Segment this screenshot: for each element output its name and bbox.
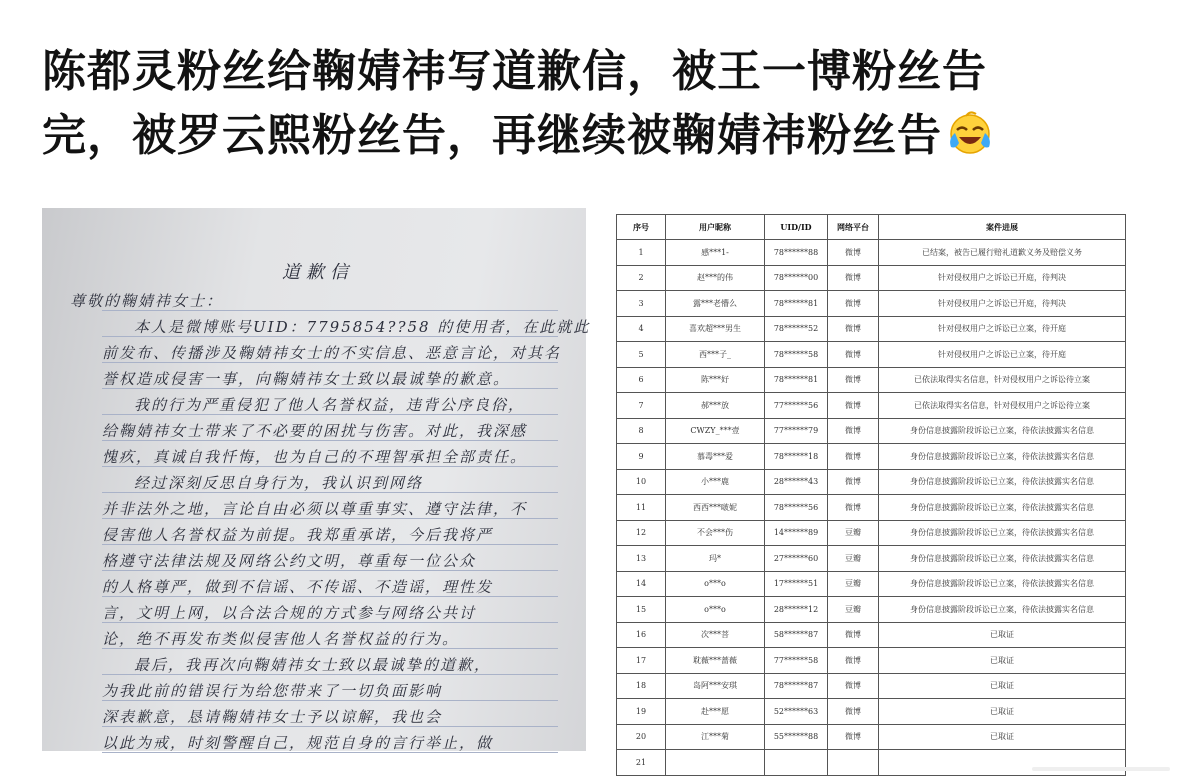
letter-ruled-line (102, 674, 558, 675)
column-header: 案件进展 (879, 215, 1126, 240)
table-cell: 岛阿***安琪 (666, 673, 765, 699)
letter-ruled-line (102, 440, 558, 441)
table-cell: 已取证 (879, 673, 1126, 699)
table-cell: 12 (617, 520, 666, 546)
table-cell: 慕毒***爱 (666, 444, 765, 470)
table-cell: 微博 (828, 240, 879, 266)
letter-line: 最后，我再次向鞠婧祎女士致以最诚挚的道歉， (134, 656, 492, 674)
table-cell: 微博 (828, 724, 879, 750)
table-cell: 针对侵权用户之诉讼已开庭，待判决 (879, 291, 1126, 317)
table-cell: 77******58 (765, 648, 828, 674)
table-cell: 豆瓣 (828, 597, 879, 623)
table-cell: 喜欢超***男生 (666, 316, 765, 342)
table-cell: 8 (617, 418, 666, 444)
table-cell: 身份信息披露阶段诉讼已立案，待依法披露实名信息 (879, 546, 1126, 572)
table-cell: 19 (617, 699, 666, 725)
table-cell: 微博 (828, 265, 879, 291)
column-header: 序号 (617, 215, 666, 240)
table-cell: 17******51 (765, 571, 828, 597)
table-cell: 已依法取得实名信息，针对侵权用户之诉讼待立案 (879, 367, 1126, 393)
table-row (617, 571, 1126, 597)
table-cell: 身份信息披露阶段诉讼已立案，待依法披露实名信息 (879, 418, 1126, 444)
table-cell: 2 (617, 265, 666, 291)
table-cell: 14 (617, 571, 666, 597)
table-cell: 微博 (828, 342, 879, 368)
table-row (617, 520, 1126, 546)
letter-line: 前发布、传播涉及鞠婧祎女士的不实信息、恶意言论，对其名 (102, 344, 562, 362)
table-cell: 身份信息披露阶段诉讼已立案，待依法披露实名信息 (879, 597, 1126, 623)
table-cell: 78******18 (765, 444, 828, 470)
table-cell: o***o (666, 571, 765, 597)
table-cell: 微博 (828, 418, 879, 444)
table-cell: 针对侵权用户之诉讼已立案，待开庭 (879, 342, 1126, 368)
table-cell: 身份信息披露阶段诉讼已立案，待依法披露实名信息 (879, 571, 1126, 597)
table-cell: 已结案，被告已履行赔礼道歉义务及赔偿义务 (879, 240, 1126, 266)
table-cell: 17 (617, 648, 666, 674)
letter-ruled-line (102, 648, 558, 649)
table-row (617, 393, 1126, 419)
table-row (617, 444, 1126, 470)
letter-line: 言，文明上网，以合法合规的方式参与网络公共讨 (102, 604, 477, 622)
table-cell: 14******89 (765, 520, 828, 546)
letter-ruled-line (102, 518, 558, 519)
table-cell: 陈***好 (666, 367, 765, 393)
table-cell: 77******79 (765, 418, 828, 444)
letter-ruled-line (102, 336, 558, 337)
case-table-body (617, 240, 1126, 776)
table-cell: 微博 (828, 648, 879, 674)
table-cell: 5 (617, 342, 666, 368)
table-row (617, 316, 1126, 342)
letter-ruled-line (102, 752, 558, 753)
table-cell: 27******60 (765, 546, 828, 572)
headline-line-1: 陈都灵粉丝给鞠婧祎写道歉信，被王一博粉丝告 (42, 46, 987, 97)
letter-ruled-line (102, 726, 558, 727)
table-cell: 78******87 (765, 673, 828, 699)
table-cell: 10 (617, 469, 666, 495)
letter-ruled-line (102, 622, 558, 623)
table-cell: 78******58 (765, 342, 828, 368)
letter-line: 以此为戒，时刻警醒自己，规范自身的言行举止，做 (102, 734, 494, 752)
letter-line: 论，绝不再发布类似侵害他人名誉权益的行为。 (102, 630, 460, 648)
table-cell: 郝***放 (666, 393, 765, 419)
table-cell: 78******52 (765, 316, 828, 342)
letter-ruled-line (102, 596, 558, 597)
letter-line: 誉权造成侵害一事，向鞠婧祎女士致以最诚挚的歉意。 (102, 370, 511, 388)
table-row (617, 622, 1126, 648)
table-cell: 18 (617, 673, 666, 699)
table-cell: 4 (617, 316, 666, 342)
letter-line: 格遵守法律法规及网络公约文明，尊重每一位公众 (102, 552, 477, 570)
table-cell: 58******87 (765, 622, 828, 648)
column-header: UID/ID (765, 215, 828, 240)
table-cell: 52******63 (765, 699, 828, 725)
table-row (617, 724, 1126, 750)
table-cell: 身份信息披露阶段诉讼已立案，待依法披露实名信息 (879, 520, 1126, 546)
table-cell: 玛* (666, 546, 765, 572)
column-header: 网络平台 (828, 215, 879, 240)
table-cell: 微博 (828, 444, 879, 470)
letter-line: 深表歉意，恳请鞠婧祎女士予以谅解，我也会 (102, 708, 443, 726)
table-row (617, 367, 1126, 393)
apology-letter-photo[interactable] (42, 208, 591, 752)
headline-line-2 (42, 104, 1152, 168)
table-cell: 已取证 (879, 724, 1126, 750)
letter-ruled-line (102, 466, 558, 467)
table-cell: 微博 (828, 367, 879, 393)
case-progress-table (616, 214, 1126, 776)
table-cell: 6 (617, 367, 666, 393)
letter-ruled-line (102, 544, 558, 545)
table-cell: 13 (617, 546, 666, 572)
letter-ruled-line (102, 414, 558, 415)
table-cell: 次***菩 (666, 622, 765, 648)
table-cell: 赵***的伟 (666, 265, 765, 291)
table-cell: 9 (617, 444, 666, 470)
letter-ruled-line (102, 310, 558, 311)
table-cell: 微博 (828, 291, 879, 317)
table-cell: 微博 (828, 622, 879, 648)
table-cell: 赴***愿 (666, 699, 765, 725)
letter-ruled-line (102, 700, 558, 701)
table-cell (765, 750, 828, 776)
letter-line: 侵害他人名誉权益为前提。我郑重承诺，今后我将严 (102, 526, 494, 544)
letter-line: 给鞠婧祎女士带来了不必要的困扰与伤害。对此，我深感 (102, 422, 528, 440)
table-cell (666, 750, 765, 776)
watermark-logo-icon (1032, 764, 1170, 774)
laughing-crying-emoji-icon (946, 108, 994, 156)
table-row (617, 418, 1126, 444)
table-cell: 78******81 (765, 291, 828, 317)
table-cell: 微博 (828, 699, 879, 725)
table-cell: 微博 (828, 673, 879, 699)
table-cell: 20 (617, 724, 666, 750)
post-headline (42, 40, 1152, 168)
table-cell: 身份信息披露阶段诉讼已立案，待依法披露实名信息 (879, 444, 1126, 470)
letter-title: 道歉信 (282, 262, 354, 283)
letter-ruled-line (102, 388, 558, 389)
table-cell: 露***老懵么 (666, 291, 765, 317)
table-cell: 身份信息披露阶段诉讼已立案，待依法披露实名信息 (879, 469, 1126, 495)
letter-line: 的人格尊严，做到不信谣、不传谣、不造谣，理性发 (102, 578, 494, 596)
table-row (617, 265, 1126, 291)
table-cell (828, 750, 879, 776)
table-cell: 豆瓣 (828, 546, 879, 572)
table-cell: 21 (617, 750, 666, 776)
case-progress-table-image[interactable] (612, 208, 1125, 767)
table-row (617, 342, 1126, 368)
table-cell: 豆瓣 (828, 520, 879, 546)
table-cell: 耽薇***蔷薇 (666, 648, 765, 674)
table-cell: 微博 (828, 469, 879, 495)
table-cell: 不会***伤 (666, 520, 765, 546)
letter-ruled-line (102, 492, 558, 493)
table-cell: 11 (617, 495, 666, 521)
table-row (617, 597, 1126, 623)
table-cell: 15 (617, 597, 666, 623)
table-cell: 28******43 (765, 469, 828, 495)
table-cell: 微博 (828, 495, 879, 521)
table-header-row (617, 215, 1126, 240)
table-cell: 3 (617, 291, 666, 317)
table-row (617, 495, 1126, 521)
letter-line: 我的行为严重侵犯了他人名誉权益，违背公序良俗， (134, 396, 526, 414)
table-cell: 已取证 (879, 622, 1126, 648)
table-cell: 78******00 (765, 265, 828, 291)
table-row (617, 546, 1126, 572)
headline-line-2-text: 完，被罗云熙粉丝告，再继续被鞠婧祎粉丝告 (42, 110, 942, 161)
table-cell: 1 (617, 240, 666, 266)
letter-line: 尊敬的鞠婧祎女士： (70, 292, 224, 310)
table-cell: 江***菊 (666, 724, 765, 750)
table-cell: 身份信息披露阶段诉讼已立案，待依法披露实名信息 (879, 495, 1126, 521)
table-cell: 78******81 (765, 367, 828, 393)
table-row (617, 291, 1126, 317)
table-cell: o***o (666, 597, 765, 623)
table-cell: 已依法取得实名信息，针对侵权用户之诉讼待立案 (879, 393, 1126, 419)
table-cell: 微博 (828, 316, 879, 342)
table-cell: CWZY_***壹 (666, 418, 765, 444)
table-cell: 感***1- (666, 240, 765, 266)
table-row (617, 699, 1126, 725)
table-cell: 针对侵权用户之诉讼已立案，待开庭 (879, 316, 1126, 342)
table-cell: 微博 (828, 393, 879, 419)
letter-line: 为我此前的错误行为给您带来了一切负面影响 (102, 682, 443, 700)
table-cell: 西***子_ (666, 342, 765, 368)
letter-ruled-line (102, 362, 558, 363)
table-row (617, 648, 1126, 674)
table-cell: 已取证 (879, 648, 1126, 674)
table-cell: 78******56 (765, 495, 828, 521)
table-row (617, 469, 1126, 495)
letter-line: 本人是微博账号UID：7795854??58 的使用者，在此就此 (134, 318, 591, 336)
letter-line: 并非法外之地，言论自由必须以尊重事实、遵守法律，不 (102, 500, 528, 518)
table-cell: 已取证 (879, 699, 1126, 725)
table-cell: 78******88 (765, 240, 828, 266)
table-cell: 55******88 (765, 724, 828, 750)
letter-ruled-line (102, 570, 558, 571)
table-cell: 西西***啵妮 (666, 495, 765, 521)
table-cell: 7 (617, 393, 666, 419)
table-cell: 77******56 (765, 393, 828, 419)
table-cell: 28******12 (765, 597, 828, 623)
table-row (617, 240, 1126, 266)
table-cell: 小***鹿 (666, 469, 765, 495)
table-row (617, 673, 1126, 699)
column-header: 用户昵称 (666, 215, 765, 240)
letter-line: 经过深刻反思自身行为，我认识到网络 (134, 474, 424, 492)
letter-line: 愧疚，真诚自我忏悔，也为自己的不理智承担全部责任。 (102, 448, 528, 466)
table-cell: 豆瓣 (828, 571, 879, 597)
table-cell: 针对侵权用户之诉讼已开庭，待判决 (879, 265, 1126, 291)
table-cell: 16 (617, 622, 666, 648)
